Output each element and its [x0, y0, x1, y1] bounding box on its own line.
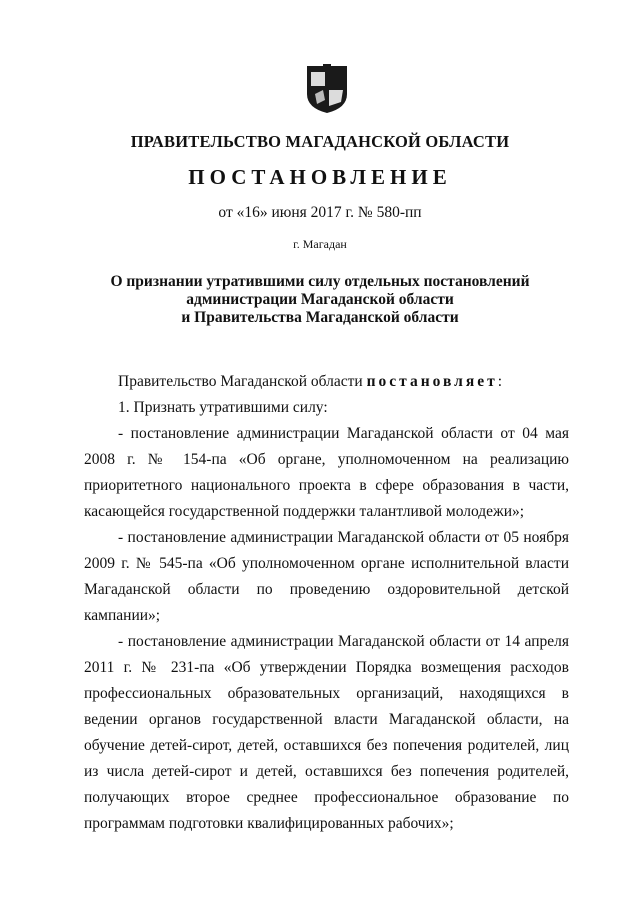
intro-prefix: Правительство Магаданской области	[118, 373, 367, 390]
intro-verb: постановляет	[366, 373, 498, 390]
sub-item-paragraph: - постановление администрации Магаданской области от 04 мая 2008 г. № 154-па «Об органе, уполномоченном на реализацию приоритетного национального проекта в сфере образования в части, касающейся государственной поддержки талантливой молодежи»;	[84, 425, 569, 520]
document-body	[84, 369, 569, 837]
document-city: г. Магадан	[293, 237, 347, 251]
organization-name: ПРАВИТЕЛЬСТВО МАГАДАНСКОЙ ОБЛАСТИ	[130, 132, 510, 151]
sub-item-paragraph: - постановление администрации Магаданской области от 05 ноября 2009 г. № 545-па «Об уполномоченном органе исполнительной власти Магаданской области по проведению оздоровительной детской кампании»;	[84, 529, 569, 624]
title-line: администрации Магаданской области	[186, 291, 454, 308]
title-line: и Правительства Магаданской области	[181, 309, 459, 326]
intro-paragraph	[84, 369, 569, 395]
document-type: ПОСТАНОВЛЕНИЕ	[188, 165, 452, 189]
item-paragraph: 1. Признать утратившими силу:	[118, 399, 328, 416]
title-line: О признании утратившими силу отдельных постановлений	[110, 273, 530, 290]
document-date-number: от «16» июня 2017 г. № 580-пп	[218, 204, 422, 221]
sub-item-paragraph: - постановление администрации Магаданской области от 14 апреля 2011 г. № 231-па «Об утверждении Порядка возмещения расходов профессиональных образовательных организаций, находящихся в ведении органов государственной власти Магаданской области, на обучение детей-сирот, детей, оставшихся без попечения родителей, лиц из числа детей-сирот и детей, оставшихся без попечения родителей, получающих второе среднее профессиональное образование по программам подготовки квалифицированных рабочих»;	[84, 633, 569, 832]
document-title	[0, 273, 640, 327]
intro-suffix: :	[497, 373, 503, 390]
coat-of-arms-icon	[305, 64, 349, 114]
